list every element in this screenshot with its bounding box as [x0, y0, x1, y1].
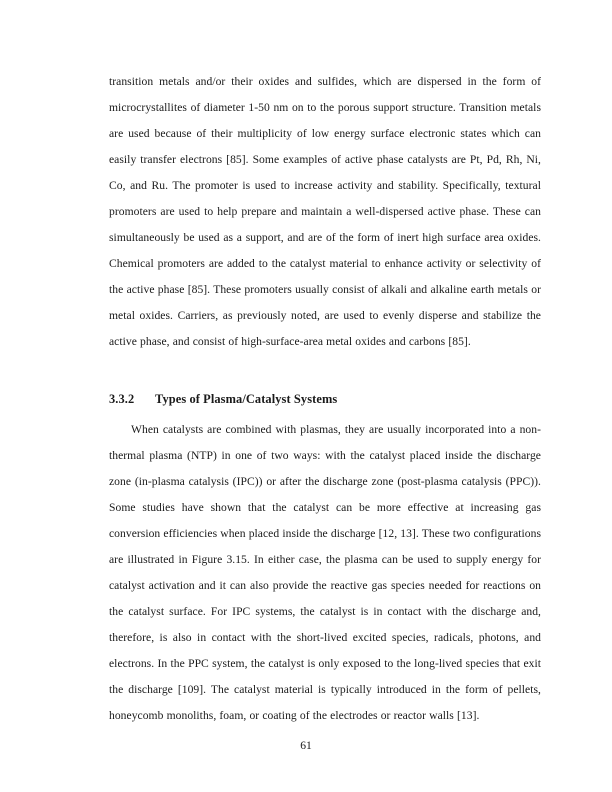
body-paragraph-continued: transition metals and/or their oxides and sulfides, which are dispersed in the form of microcrystallites of diameter 1-50 nm on to the porous support structure. Transition metals are used because of their multiplicity of low energy surface electronic states which can easily transfer electrons [85]. Some examples of active phase catalysts are Pt, Pd, Rh, Ni, Co, and Ru. The promoter is used to increase activity and stability. Specifically, textural promoters are used to help prepare and maintain a well-dispersed active phase. These can simultaneously be used as a support, and are of the form of inert high surface area oxides. Chemical promoters are added to the catalyst material to enhance activity or selectivity of the active phase [85]. These promoters usually consist of alkali and alkaline earth metals or metal oxides. Carriers, as previously noted, are used to evenly disperse and stabilize the active phase, and consist of high-surface-area metal oxides and carbons [85].	[109, 75, 541, 348]
section-heading-block	[109, 386, 541, 412]
section-title: Types of Plasma/Catalyst Systems	[155, 392, 338, 406]
section-heading	[109, 386, 541, 412]
body-paragraph-plasma-catalyst-systems: When catalysts are combined with plasmas, they are usually incorporated into a non-thermal plasma (NTP) in one of two ways: with the catalyst placed inside the discharge zone (in-plasma catalysis (IPC)) or after the discharge zone (post-plasma catalysis (PPC)). Some studies have shown that the catalyst can be more effective at increasing gas conversion efficiencies when placed inside the discharge [12, 13]. These two configurations are illustrated in Figure 3.15. In either case, the plasma can be used to supply energy for catalyst activation and it can also provide the reactive gas species needed for reactions on the catalyst surface. For IPC systems, the catalyst is in contact with the discharge and, therefore, is also in contact with the short-lived excited species, radicals, photons, and electrons. In the PPC system, the catalyst is only exposed to the long-lived species that exit the discharge [109]. The catalyst material is typically introduced in the form of pellets, honeycomb monoliths, foam, or coating of the electrodes or reactor walls [13].	[109, 423, 541, 722]
page-number: 61	[300, 739, 312, 752]
text-column	[109, 69, 541, 729]
section-number: 3.3.2	[109, 392, 135, 406]
